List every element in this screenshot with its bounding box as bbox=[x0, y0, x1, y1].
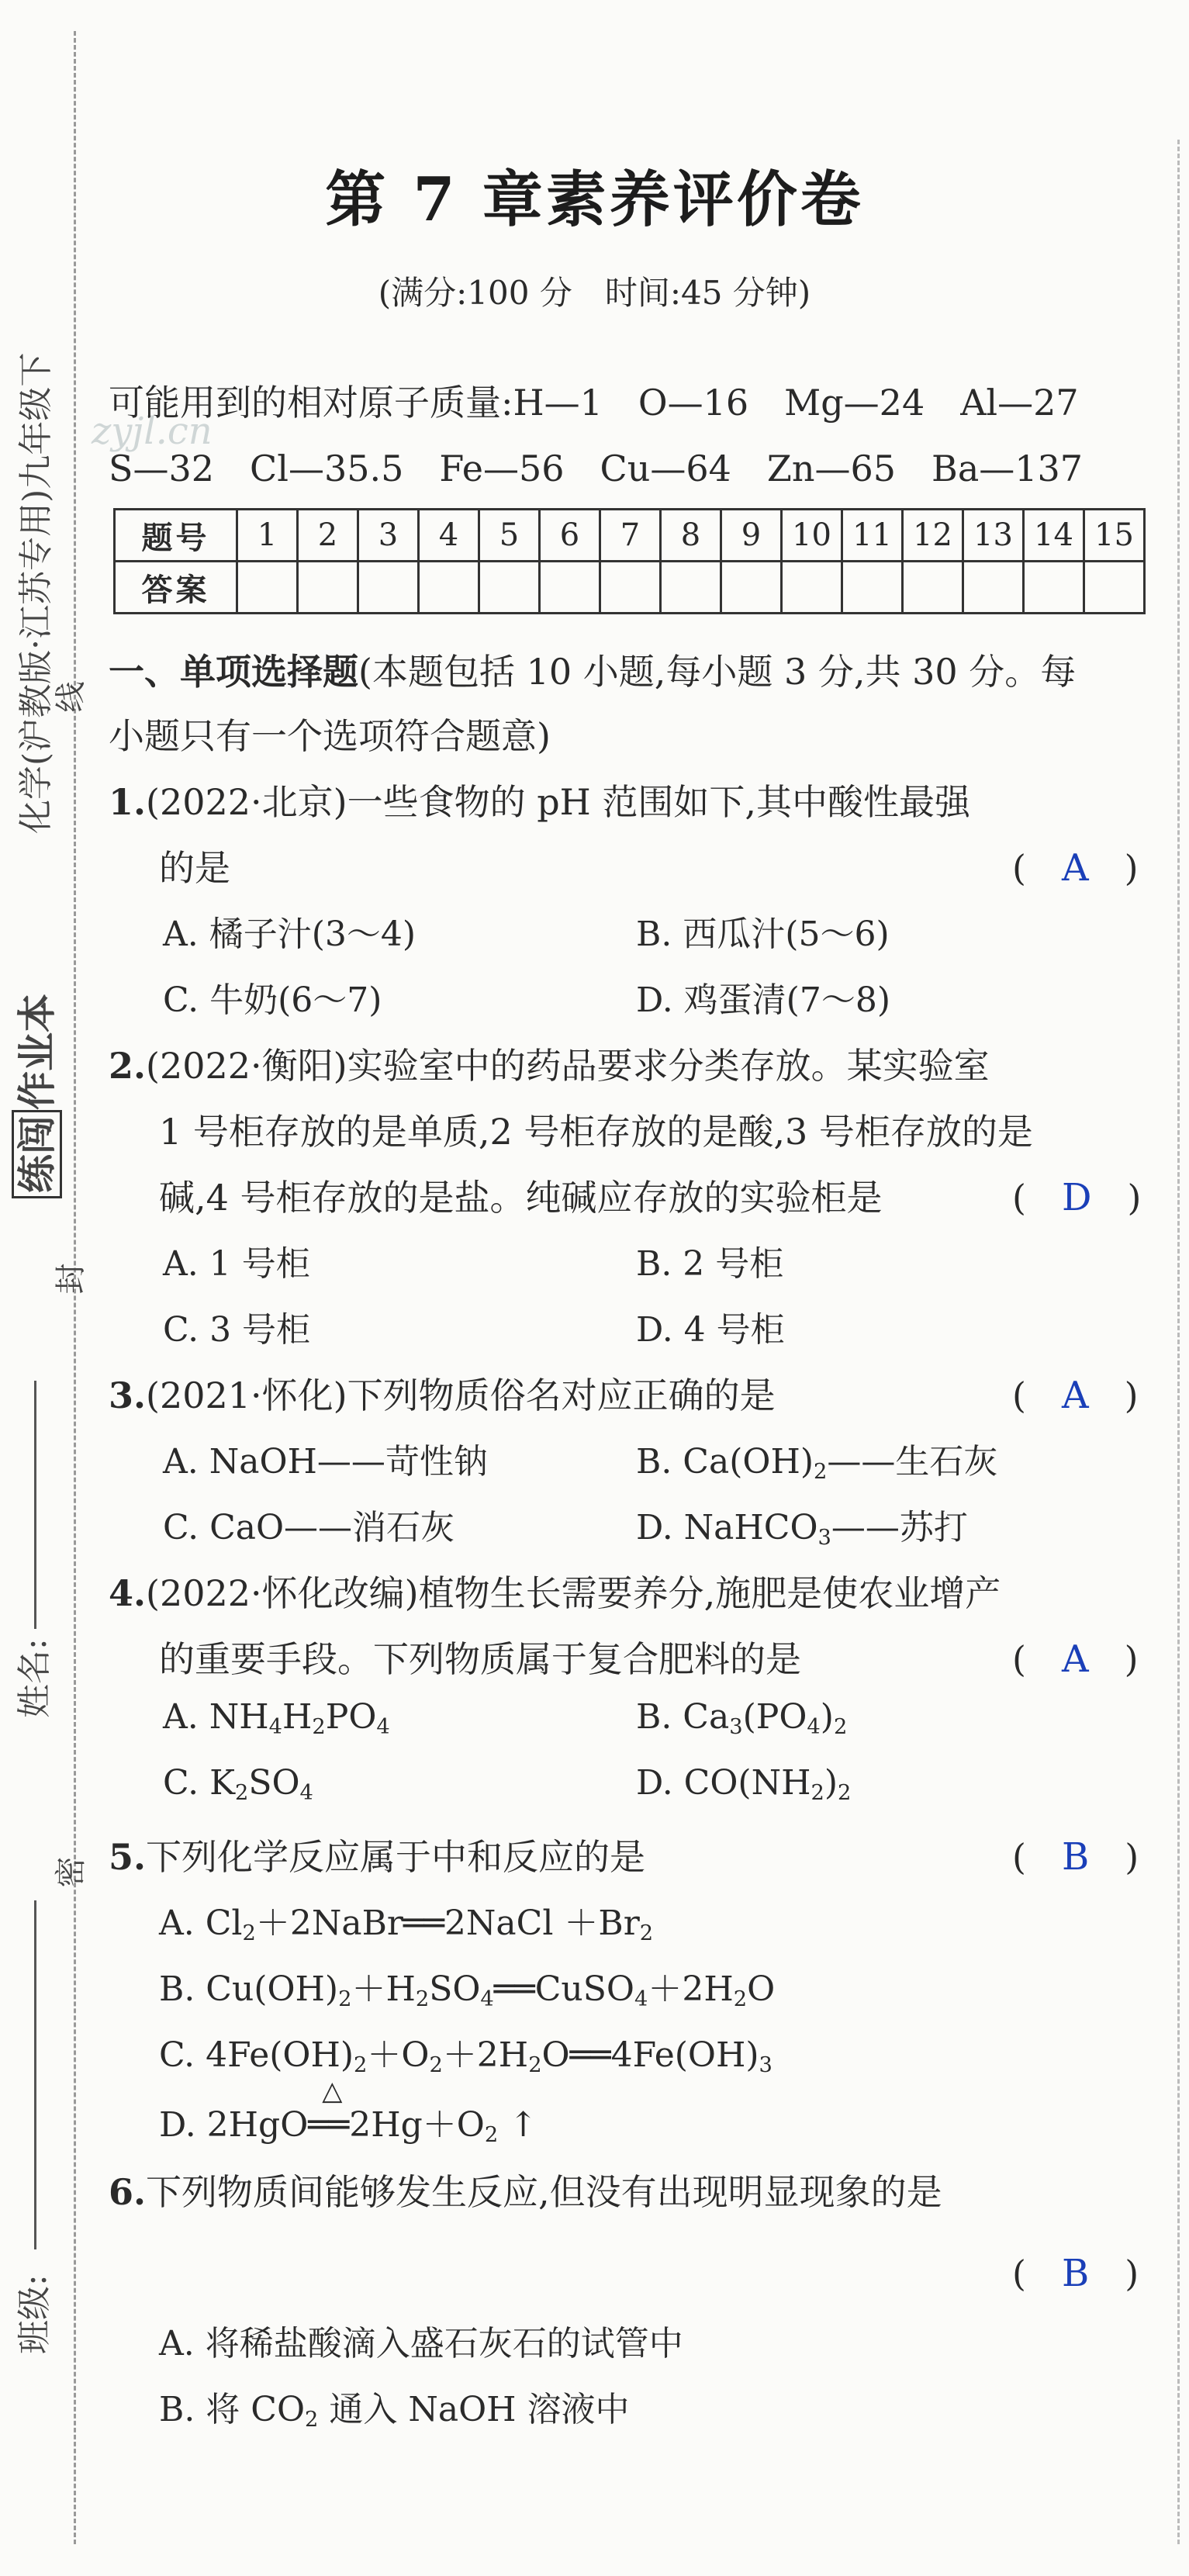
answer-cell[interactable] bbox=[963, 562, 1024, 614]
option-a: A. 1 号柜 bbox=[163, 1244, 310, 1284]
question-number: 3. bbox=[109, 1374, 147, 1416]
table-cell: 8 bbox=[661, 510, 721, 562]
table-cell: 5 bbox=[479, 510, 540, 562]
name-label: 姓名: bbox=[15, 1638, 54, 1718]
answer-letter: D bbox=[1061, 1176, 1092, 1219]
watermark: zyjl.cn bbox=[92, 410, 213, 453]
answer-cell[interactable] bbox=[479, 562, 540, 614]
table-cell: 14 bbox=[1024, 510, 1084, 562]
question-text-cont: 碱,4 号柜存放的是盐。纯碱应存放的实验柜是 bbox=[159, 1177, 883, 1219]
question-3 bbox=[109, 1368, 776, 1419]
table-cell: 13 bbox=[963, 510, 1024, 562]
answer-letter: B bbox=[1061, 1835, 1090, 1879]
table-cell: 6 bbox=[540, 510, 600, 562]
answer-paren: ( B ) bbox=[1012, 1835, 1139, 1879]
book-brand: 练闯 bbox=[12, 1110, 62, 1198]
option-a: A. 将稀盐酸滴入盛石灰石的试管中 bbox=[159, 2324, 683, 2363]
table-row bbox=[115, 562, 1145, 614]
question-2 bbox=[109, 1038, 990, 1089]
table-cell: 15 bbox=[1084, 510, 1145, 562]
table-cell: 2 bbox=[298, 510, 358, 562]
option-b: B. 2 号柜 bbox=[636, 1244, 784, 1284]
table-cell: 11 bbox=[842, 510, 903, 562]
subject-label: 化学(沪教版·江苏专用)九年级下 bbox=[16, 352, 56, 834]
book-name: 作业本 bbox=[14, 994, 60, 1110]
question-text-cont: 的是 bbox=[159, 847, 230, 889]
option-d: D. NaHCO$_3$——苏打 bbox=[636, 1508, 968, 1550]
atomic-mass-line-2: S—32 Cl—35.5 Fe—56 Cu—64 Zn—65 Ba—137 bbox=[109, 448, 1084, 489]
table-cell: 4 bbox=[419, 510, 479, 562]
question-number: 1. bbox=[109, 781, 147, 823]
question-number: 2. bbox=[109, 1045, 147, 1087]
question-text: 下列化学反应属于中和反应的是 bbox=[146, 1836, 646, 1878]
row-label-number: 题号 bbox=[115, 510, 237, 562]
question-4 bbox=[109, 1565, 1001, 1616]
answer-cell[interactable] bbox=[298, 562, 358, 614]
page-edge-line bbox=[1177, 140, 1180, 2544]
question-text: 下列物质间能够发生反应,但没有出现明显现象的是 bbox=[146, 2171, 942, 2213]
option-d: D. $CO(NH_2)_2$ bbox=[636, 1763, 852, 1805]
question-number: 6. bbox=[109, 2171, 147, 2213]
table-row bbox=[115, 510, 1145, 562]
answer-paren: ( A ) bbox=[1012, 1637, 1139, 1681]
book-title bbox=[6, 994, 62, 1198]
answer-cell[interactable] bbox=[540, 562, 600, 614]
option-a: A. $NH_4H_2PO_4$ bbox=[163, 1697, 390, 1739]
question-text: (2022·怀化改编)植物生长需要养分,施肥是使农业增产 bbox=[146, 1572, 1001, 1614]
table-cell: 7 bbox=[600, 510, 661, 562]
option-c: C. CaO——消石灰 bbox=[163, 1508, 455, 1547]
question-text-cont: 的重要手段。下列物质属于复合肥料的是 bbox=[159, 1638, 801, 1680]
option-d: D. 2HgO △ $══2Hg+O_2$ ↑ bbox=[159, 2076, 538, 2147]
option-b: B. $Ca_3(PO_4)_2$ bbox=[636, 1697, 848, 1739]
answer-cell[interactable] bbox=[661, 562, 721, 614]
answer-cell[interactable] bbox=[903, 562, 963, 614]
question-5 bbox=[109, 1829, 645, 1880]
table-cell: 1 bbox=[237, 510, 298, 562]
answer-cell[interactable] bbox=[782, 562, 842, 614]
cut-mark-secret: 密 bbox=[53, 1856, 89, 1888]
question-number: 4. bbox=[109, 1572, 147, 1614]
atomic-mass-line-1: 可能用到的相对原子质量:H—1 O—16 Mg—24 Al—27 bbox=[109, 382, 1079, 424]
answer-letter: B bbox=[1061, 2252, 1090, 2295]
option-c: C. $K_2SO_4$ bbox=[163, 1763, 313, 1805]
answer-paren: ( D ) bbox=[1012, 1176, 1142, 1219]
option-c: C. 3 号柜 bbox=[163, 1310, 311, 1350]
option-a: A. 橘子汁(3～4) bbox=[163, 915, 416, 954]
table-cell: 3 bbox=[358, 510, 419, 562]
answer-letter: A bbox=[1061, 1374, 1089, 1417]
answer-letter: A bbox=[1061, 1637, 1089, 1681]
section-desc-1: (本题包括 10 小题,每小题 3 分,共 30 分。每 bbox=[358, 651, 1077, 693]
cut-mark-seal: 封 bbox=[53, 1263, 89, 1295]
answer-cell[interactable] bbox=[1024, 562, 1084, 614]
answer-cell[interactable] bbox=[1084, 562, 1145, 614]
section-desc-2: 小题只有一个选项符合题意) bbox=[109, 715, 551, 757]
answer-cell[interactable] bbox=[600, 562, 661, 614]
page-subtitle: (满分:100 分 时间:45 分钟) bbox=[378, 274, 811, 312]
answer-cell[interactable] bbox=[721, 562, 782, 614]
class-blank bbox=[34, 1900, 36, 2249]
section-heading bbox=[109, 644, 1076, 695]
question-text: (2021·怀化)下列物质俗名对应正确的是 bbox=[146, 1374, 776, 1416]
section-title: 一、单项选择题 bbox=[109, 651, 358, 693]
page-title: 第 7 章素养评价卷 bbox=[325, 164, 864, 235]
option-b: B. $Ca(OH)_2——$生石灰 bbox=[636, 1442, 998, 1484]
answer-cell[interactable] bbox=[842, 562, 903, 614]
answer-paren: ( B ) bbox=[1012, 2252, 1139, 2295]
option-d: D. 4 号柜 bbox=[636, 1310, 785, 1350]
option-b: B. 将 $CO_2$ 通入 NaOH 溶液中 bbox=[159, 2390, 630, 2432]
table-cell: 12 bbox=[903, 510, 963, 562]
answer-cell[interactable] bbox=[419, 562, 479, 614]
question-6 bbox=[109, 2164, 942, 2215]
cut-mark-line: 线 bbox=[53, 681, 89, 713]
answer-cell[interactable] bbox=[237, 562, 298, 614]
answer-cell[interactable] bbox=[358, 562, 419, 614]
question-text: (2022·衡阳)实验室中的药品要求分类存放。某实验室 bbox=[146, 1045, 990, 1087]
option-b: B. 西瓜汁(5～6) bbox=[636, 915, 890, 954]
heat-symbol: △ bbox=[322, 2076, 343, 2107]
answer-letter: A bbox=[1061, 846, 1089, 890]
option-c: C. $4Fe(OH)_2+O_2+2H_2O══4Fe(OH)_3$ bbox=[159, 2035, 773, 2077]
row-label-answer: 答案 bbox=[115, 562, 237, 614]
option-d: D. 鸡蛋清(7～8) bbox=[636, 980, 891, 1020]
answer-paren: ( A ) bbox=[1012, 846, 1139, 890]
answer-paren: ( A ) bbox=[1012, 1374, 1139, 1417]
question-1 bbox=[109, 774, 970, 825]
question-text-cont: 1 号柜存放的是单质,2 号柜存放的是酸,3 号柜存放的是 bbox=[159, 1111, 1033, 1153]
question-number: 5. bbox=[109, 1836, 147, 1878]
name-blank bbox=[34, 1381, 36, 1629]
option-a: A. NaOH——苛性钠 bbox=[163, 1442, 488, 1482]
table-cell: 9 bbox=[721, 510, 782, 562]
question-text: (2022·北京)一些食物的 pH 范围如下,其中酸性最强 bbox=[146, 781, 971, 823]
option-b: B. $Cu(OH)_2+H_2SO_4══CuSO_4+2H_2O$ bbox=[159, 1969, 776, 2011]
option-c: C. 牛奶(6～7) bbox=[163, 980, 382, 1020]
class-label: 班级: bbox=[15, 2274, 54, 2354]
option-a: A. $Cl_2+2NaBr══2NaCl +Br_2$ bbox=[159, 1903, 654, 1945]
answer-table bbox=[113, 508, 1146, 614]
table-cell: 10 bbox=[782, 510, 842, 562]
